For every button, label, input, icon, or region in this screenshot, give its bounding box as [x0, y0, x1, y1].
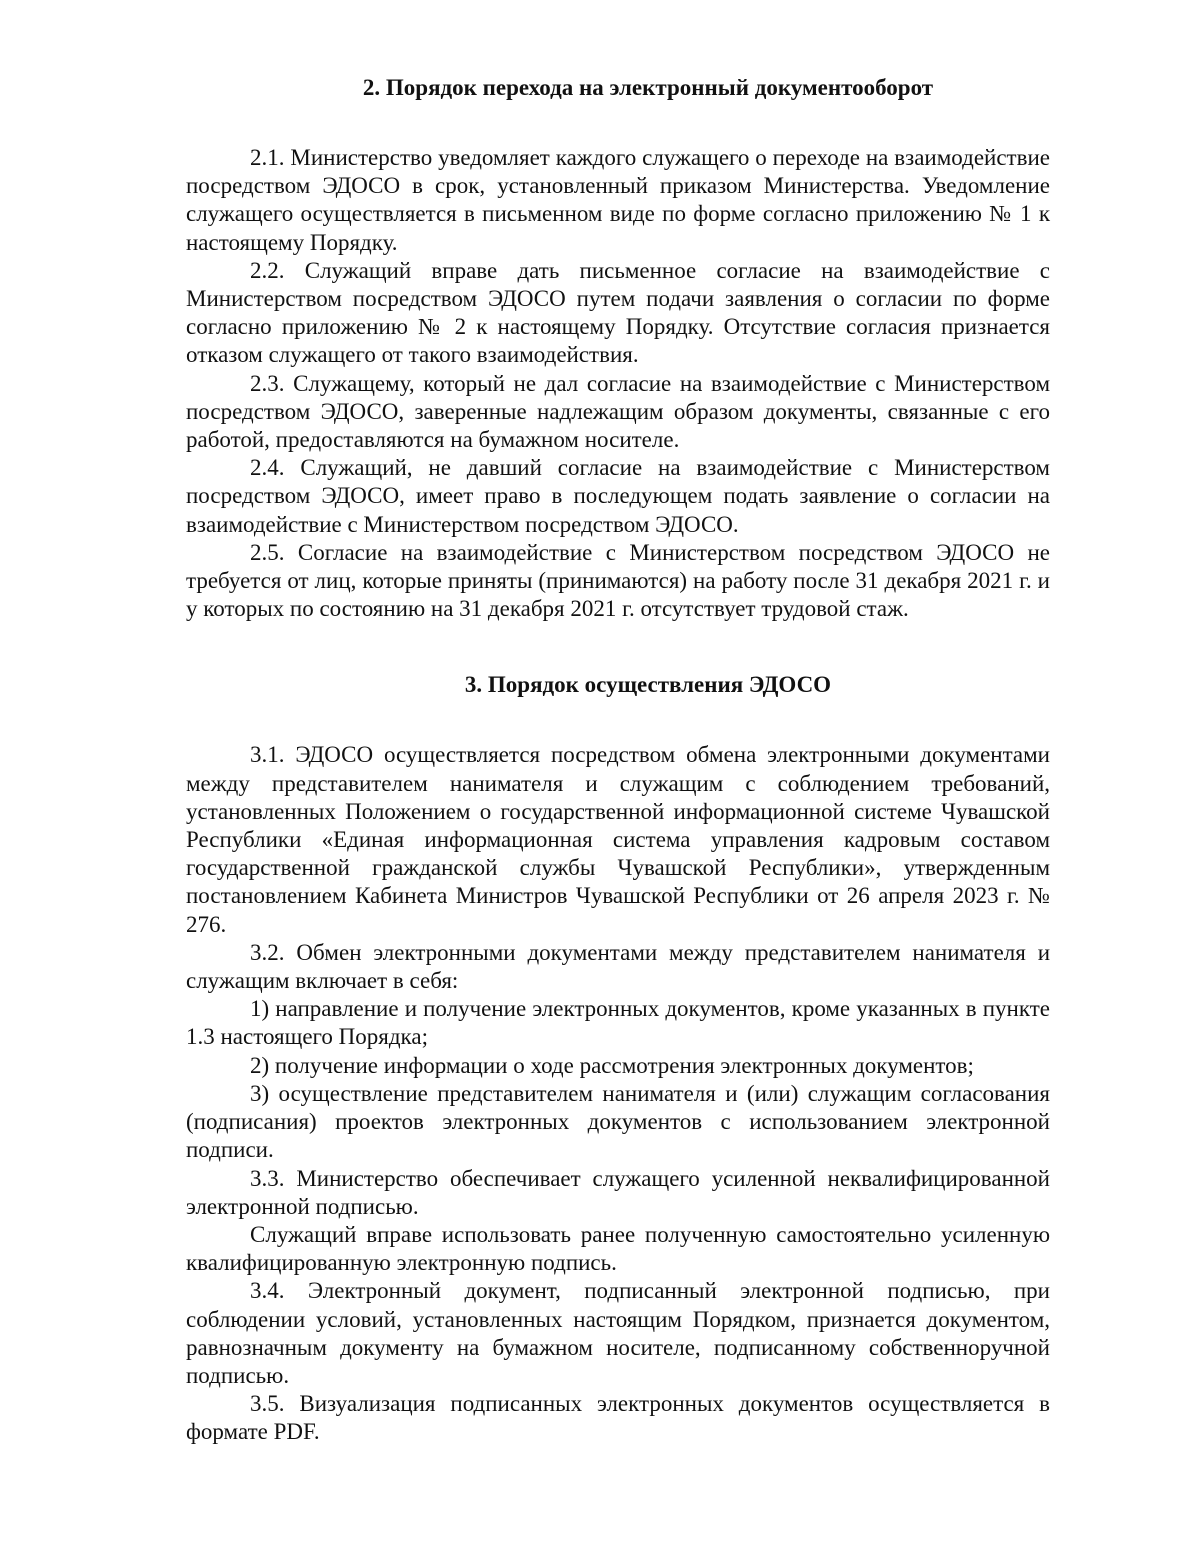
- paragraph-3-5: 3.5. Визуализация подписанных электронных документов осуществляется в формате PDF.: [186, 1391, 1050, 1445]
- list-item-3-2-2: 2) получение информации о ходе рассмотрения электронных документов;: [250, 1052, 974, 1078]
- paragraph-3-3: 3.3. Министерство обеспечивает служащего усиленной неквалифицированной электронной подписью.: [186, 1165, 1050, 1219]
- paragraph-3-3-note: Служащий вправе использовать ранее полученную самостоятельно усиленную квалифицированную электронную подпись.: [186, 1221, 1050, 1276]
- section-2: [186, 72, 1050, 623]
- paragraph-3-2: 3.2. Обмен электронными документами между представителем нанимателя и служащим включает в себя:: [186, 939, 1050, 994]
- paragraph-3-4: 3.4. Электронный документ, подписанный электронной подписью, при соблюдении условий, установленных настоящим Порядком, признается документом, равнозначным документу на бумажном носителе, подписанному собственноручной подписью.: [186, 1278, 1050, 1388]
- paragraph-3-1: 3.1. ЭДОСО осуществляется посредством обмена электронными документами между представителем нанимателя и служащим с соблюдением требований, установленных Положением о государственной информационной системе Чувашской Республики «Единая информационная система управления кадровым составом государственной гражданской службы Чувашской Республики», утвержденным постановлением Кабинета Министров Чувашской Республики от 26 апреля 2023 г. № 276.: [186, 742, 1050, 937]
- paragraph-2-1: 2.1. Министерство уведомляет каждого служащего о переходе на взаимодействие посредством ЭДОСО в срок, установленный приказом Министерства. Уведомление служащего осуществляется в письменном виде по форме согласно приложению № 1 к настоящему Порядку.: [186, 145, 1050, 255]
- document-page: [186, 72, 1050, 1447]
- section-3: [186, 669, 1050, 1446]
- paragraph-2-5: 2.5. Согласие на взаимодействие с Министерством посредством ЭДОСО не требуется от лиц, которые приняты (принимаются) на работу после 31 декабря 2021 г. и у которых по состоянию на 31 декабря 2021 г. отсутствует трудовой стаж.: [186, 539, 1050, 622]
- list-item-3-2-1: 1) направление и получение электронных документов, кроме указанных в пункте 1.3 настоящего Порядка;: [186, 996, 1050, 1050]
- paragraph-2-4: 2.4. Служащий, не давший согласие на взаимодействие с Министерством посредством ЭДОСО, имеет право в последующем подать заявление о согласии на взаимодействие с Министерством посредством ЭДОСО.: [186, 455, 1050, 537]
- paragraph-2-3: 2.3. Служащему, который не дал согласие на взаимодействие с Министерством посредством ЭДОСО, заверенные надлежащим образом документы, связанные с его работой, предоставляются на бумажном носителе.: [186, 370, 1050, 453]
- paragraph-2-2: 2.2. Служащий вправе дать письменное согласие на взаимодействие с Министерством посредством ЭДОСО путем подачи заявления о согласии по форме согласно приложению № 2 к настоящему Порядку. Отсутствие согласия признается отказом служащего от такого взаимодействия.: [186, 257, 1050, 368]
- list-item-3-2-3: 3) осуществление представителем нанимателя и (или) служащим согласования (подписания) проектов электронных документов с использованием электронной подписи.: [186, 1080, 1050, 1163]
- section-3-title: 3. Порядок осуществления ЭДОСО: [464, 672, 832, 698]
- section-2-title: 2. Порядок перехода на электронный документооборот: [362, 75, 934, 100]
